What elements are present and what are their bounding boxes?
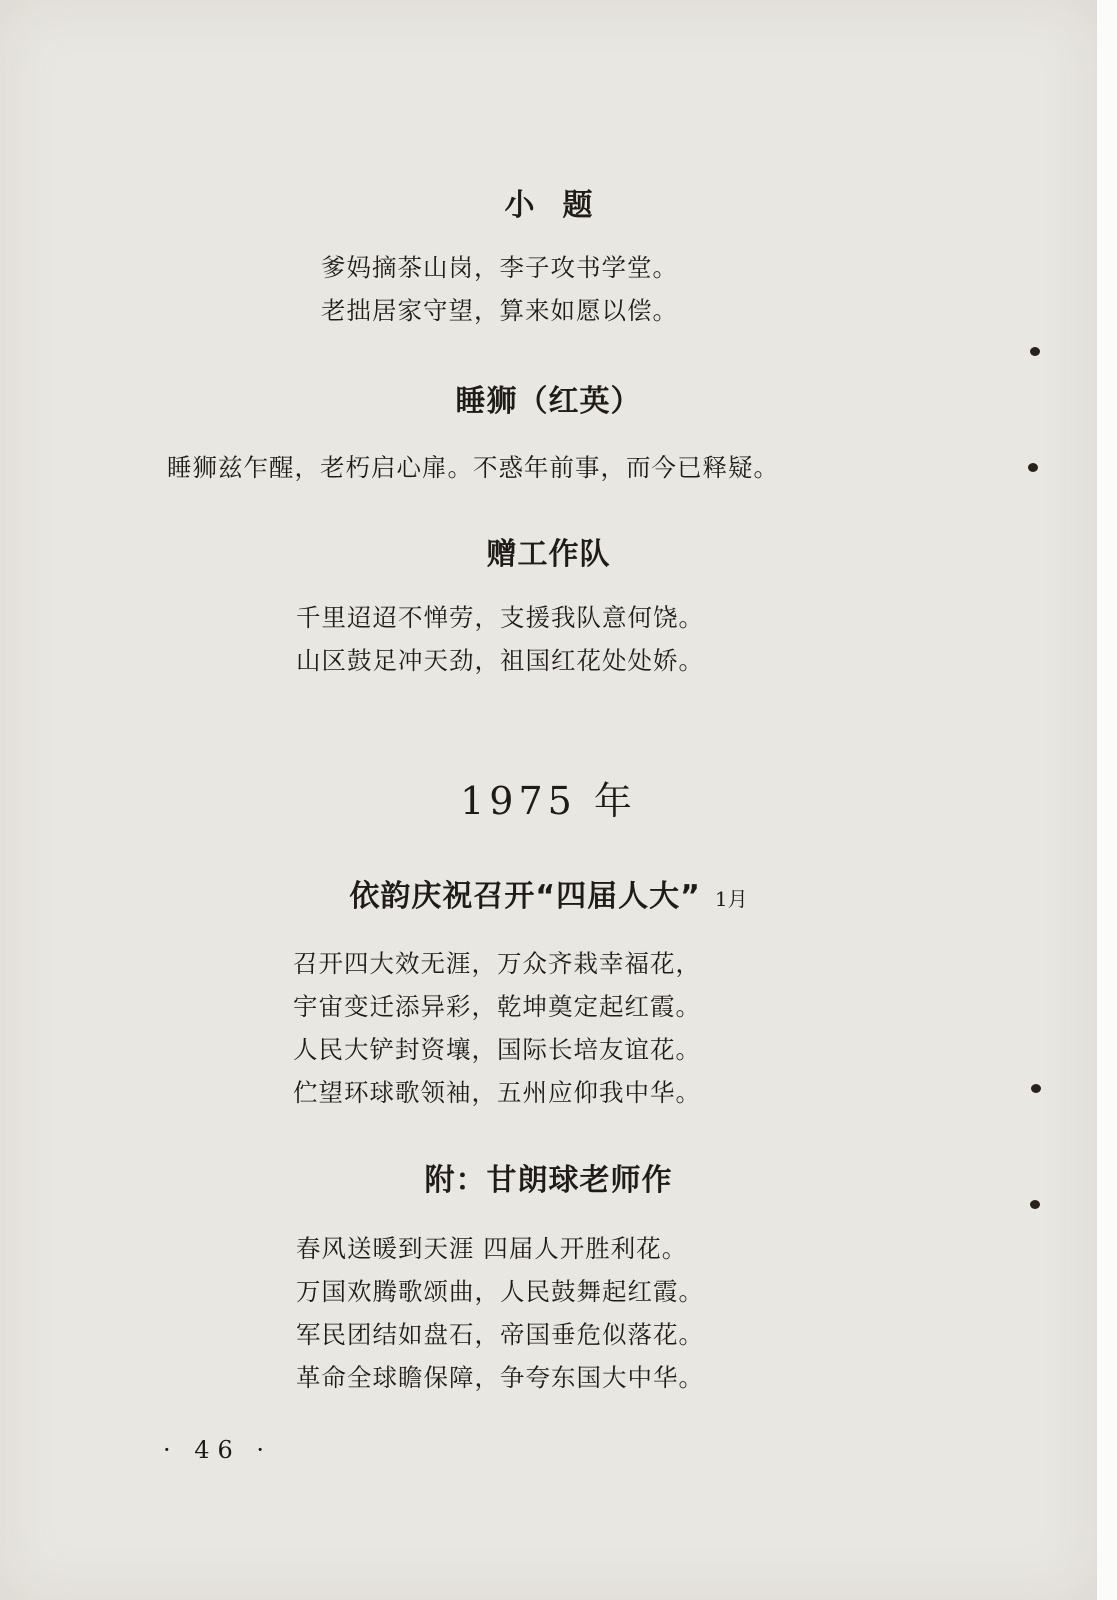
- poem-title-row: [0, 877, 1097, 919]
- poem-line: 宇宙变迁添异彩，乾坤奠定起红霞。: [293, 992, 701, 1021]
- poem-line: 革命全球瞻保障，争夸东国大中华。: [296, 1363, 704, 1392]
- poem-title: 附：甘朗球老师作: [424, 1163, 673, 1198]
- poem-line: 春风送暖到天涯 四届人开胜利花。: [296, 1234, 688, 1263]
- binding-hole: [1030, 347, 1040, 356]
- poem-line: 山区鼓足冲天劲，祖国红花处处娇。: [296, 646, 704, 675]
- poem-body: [167, 446, 779, 489]
- binding-hole: [1030, 1200, 1040, 1209]
- binding-hole: [1031, 1084, 1041, 1093]
- poem-date: 1月: [714, 887, 748, 911]
- poem-title: 赠工作队: [486, 537, 611, 572]
- poem-line: 老拙居家守望，算来如愿以偿。: [321, 296, 678, 325]
- poem-line: 军民团结如盘石，帝国垂危似落花。: [296, 1320, 704, 1349]
- poem-line: 千里迢迢不惮劳，支援我队意何饶。: [296, 603, 704, 632]
- poem-title: 小题: [504, 188, 621, 223]
- poem-line: 召开四大效无涯，万众齐栽幸福花，: [293, 949, 701, 978]
- binding-hole: [1028, 463, 1038, 472]
- poem-line: 爹妈摘茶山岗，李子攻书学堂。: [321, 253, 678, 282]
- poem-body: [321, 246, 678, 332]
- poem-title: 依韵庆祝召开“四届人大”: [349, 879, 701, 914]
- year-heading: 1975 年: [460, 779, 637, 823]
- poem-line: 睡狮兹乍醒，老朽启心扉。不惑年前事，而今已释疑。: [167, 453, 779, 482]
- poem-title: 睡狮（红英）: [455, 384, 642, 419]
- page-margin: [1097, 0, 1117, 1600]
- poem-line: 人民大铲封资壤，国际长培友谊花。: [293, 1035, 701, 1064]
- poem-body: [296, 1227, 704, 1399]
- poem-line: 万国欢腾歌颂曲，人民鼓舞起红霞。: [296, 1277, 704, 1306]
- poem-body: [296, 596, 704, 682]
- poem-body: [293, 942, 701, 1114]
- page-number: · 46 ·: [163, 1436, 273, 1464]
- poem-line: 伫望环球歌领袖，五州应仰我中华。: [293, 1078, 701, 1107]
